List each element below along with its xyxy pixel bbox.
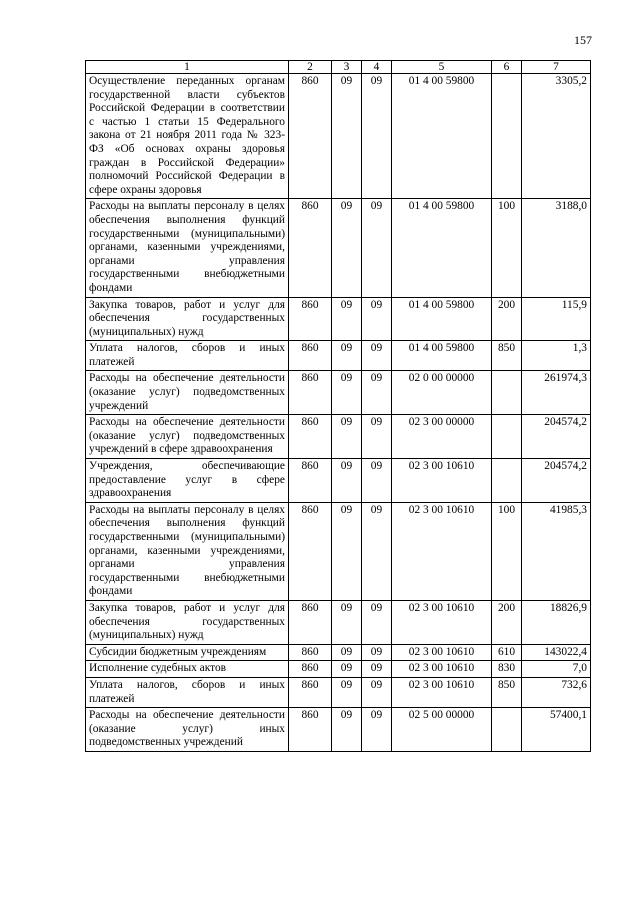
row-target-article: 02 3 00 10610 bbox=[392, 677, 492, 707]
header-row bbox=[86, 61, 591, 74]
row-ministry-code: 860 bbox=[289, 677, 332, 707]
row-expense-kind: 610 bbox=[492, 644, 522, 661]
row-subsection: 09 bbox=[362, 502, 392, 600]
row-subsection: 09 bbox=[362, 199, 392, 297]
row-ministry-code: 860 bbox=[289, 415, 332, 459]
row-amount: 3188,0 bbox=[522, 199, 591, 297]
col-header-6: 6 bbox=[492, 61, 522, 74]
col-header-1: 1 bbox=[86, 61, 289, 74]
row-name: Расходы на обеспечение деятельности (оказание услуг) подведомственных учреждений bbox=[86, 371, 289, 415]
row-subsection: 09 bbox=[362, 297, 392, 341]
row-amount: 732,6 bbox=[522, 677, 591, 707]
col-header-5: 5 bbox=[392, 61, 492, 74]
row-target-article: 02 3 00 10610 bbox=[392, 661, 492, 678]
row-target-article: 02 0 00 00000 bbox=[392, 371, 492, 415]
row-section: 09 bbox=[332, 644, 362, 661]
row-expense-kind: 200 bbox=[492, 297, 522, 341]
row-name: Расходы на выплаты персоналу в целях обеспечения выполнения функций государственными (муниципальными) органами, казенными учреждениями, органами управления государственными внебюджетными фондами bbox=[86, 199, 289, 297]
row-section: 09 bbox=[332, 708, 362, 752]
row-expense-kind: 100 bbox=[492, 199, 522, 297]
row-ministry-code: 860 bbox=[289, 600, 332, 644]
row-subsection: 09 bbox=[362, 600, 392, 644]
row-name: Расходы на выплаты персоналу в целях обеспечения выполнения функций государственными (муниципальными) органами, казенными учреждениями, органами управления государственными внебюджетными фондами bbox=[86, 502, 289, 600]
row-target-article: 01 4 00 59800 bbox=[392, 199, 492, 297]
row-section: 09 bbox=[332, 415, 362, 459]
row-name: Закупка товаров, работ и услуг для обеспечения государственных (муниципальных) нужд bbox=[86, 297, 289, 341]
row-expense-kind bbox=[492, 74, 522, 199]
row-section: 09 bbox=[332, 199, 362, 297]
row-amount: 7,0 bbox=[522, 661, 591, 678]
row-target-article: 02 3 00 10610 bbox=[392, 459, 492, 503]
table-row bbox=[86, 297, 591, 341]
table-row bbox=[86, 708, 591, 752]
table-row bbox=[86, 74, 591, 199]
row-expense-kind: 850 bbox=[492, 677, 522, 707]
table-row bbox=[86, 600, 591, 644]
col-header-7: 7 bbox=[522, 61, 591, 74]
row-name: Расходы на обеспечение деятельности (оказание услуг) иных подведомственных учреждений bbox=[86, 708, 289, 752]
row-amount: 261974,3 bbox=[522, 371, 591, 415]
row-subsection: 09 bbox=[362, 415, 392, 459]
row-ministry-code: 860 bbox=[289, 371, 332, 415]
row-target-article: 02 3 00 10610 bbox=[392, 502, 492, 600]
row-subsection: 09 bbox=[362, 677, 392, 707]
row-expense-kind bbox=[492, 415, 522, 459]
row-target-article: 01 4 00 59800 bbox=[392, 74, 492, 199]
row-amount: 143022,4 bbox=[522, 644, 591, 661]
page-number: 157 bbox=[574, 33, 592, 47]
row-amount: 1,3 bbox=[522, 341, 591, 371]
col-header-2: 2 bbox=[289, 61, 332, 74]
row-name: Закупка товаров, работ и услуг для обеспечения государственных (муниципальных) нужд bbox=[86, 600, 289, 644]
row-subsection: 09 bbox=[362, 459, 392, 503]
row-target-article: 01 4 00 59800 bbox=[392, 341, 492, 371]
row-subsection: 09 bbox=[362, 74, 392, 199]
row-target-article: 02 5 00 00000 bbox=[392, 708, 492, 752]
row-section: 09 bbox=[332, 600, 362, 644]
table-row bbox=[86, 502, 591, 600]
table-row bbox=[86, 415, 591, 459]
col-header-3: 3 bbox=[332, 61, 362, 74]
row-name: Исполнение судебных актов bbox=[86, 661, 289, 678]
row-name: Учреждения, обеспечивающие предоставление услуг в сфере здравоохранения bbox=[86, 459, 289, 503]
row-section: 09 bbox=[332, 341, 362, 371]
row-ministry-code: 860 bbox=[289, 661, 332, 678]
table-row bbox=[86, 199, 591, 297]
table-row bbox=[86, 371, 591, 415]
row-amount: 3305,2 bbox=[522, 74, 591, 199]
row-amount: 41985,3 bbox=[522, 502, 591, 600]
row-name: Уплата налогов, сборов и иных платежей bbox=[86, 341, 289, 371]
row-expense-kind: 200 bbox=[492, 600, 522, 644]
col-header-4: 4 bbox=[362, 61, 392, 74]
table-row bbox=[86, 341, 591, 371]
table-row bbox=[86, 459, 591, 503]
row-name: Расходы на обеспечение деятельности (оказание услуг) подведомственных учреждений в сфере здравоохранения bbox=[86, 415, 289, 459]
row-target-article: 01 4 00 59800 bbox=[392, 297, 492, 341]
row-ministry-code: 860 bbox=[289, 297, 332, 341]
row-ministry-code: 860 bbox=[289, 199, 332, 297]
row-expense-kind bbox=[492, 708, 522, 752]
row-subsection: 09 bbox=[362, 371, 392, 415]
row-ministry-code: 860 bbox=[289, 74, 332, 199]
table-row bbox=[86, 677, 591, 707]
row-section: 09 bbox=[332, 371, 362, 415]
row-expense-kind: 830 bbox=[492, 661, 522, 678]
row-amount: 204574,2 bbox=[522, 415, 591, 459]
row-section: 09 bbox=[332, 661, 362, 678]
row-amount: 115,9 bbox=[522, 297, 591, 341]
row-subsection: 09 bbox=[362, 708, 392, 752]
row-section: 09 bbox=[332, 74, 362, 199]
row-ministry-code: 860 bbox=[289, 502, 332, 600]
row-name: Субсидии бюджетным учреждениям bbox=[86, 644, 289, 661]
row-subsection: 09 bbox=[362, 644, 392, 661]
budget-table bbox=[85, 60, 591, 752]
row-section: 09 bbox=[332, 502, 362, 600]
row-amount: 57400,1 bbox=[522, 708, 591, 752]
row-ministry-code: 860 bbox=[289, 708, 332, 752]
row-subsection: 09 bbox=[362, 341, 392, 371]
row-target-article: 02 3 00 00000 bbox=[392, 415, 492, 459]
row-ministry-code: 860 bbox=[289, 644, 332, 661]
row-name: Осуществление переданных органам государственной власти субъектов Российской Федерации в соответствии с частью 1 статьи 15 Федерального закона от 21 ноября 2011 года № 323-ФЗ «Об основах охраны здоровья граждан в Российской Федерации» полномочий Российской Федерации в сфере охраны здоровья bbox=[86, 74, 289, 199]
row-expense-kind bbox=[492, 459, 522, 503]
row-section: 09 bbox=[332, 677, 362, 707]
row-ministry-code: 860 bbox=[289, 341, 332, 371]
row-subsection: 09 bbox=[362, 661, 392, 678]
row-target-article: 02 3 00 10610 bbox=[392, 644, 492, 661]
row-section: 09 bbox=[332, 459, 362, 503]
row-ministry-code: 860 bbox=[289, 459, 332, 503]
row-amount: 18826,9 bbox=[522, 600, 591, 644]
row-name: Уплата налогов, сборов и иных платежей bbox=[86, 677, 289, 707]
table-row bbox=[86, 661, 591, 678]
row-expense-kind: 100 bbox=[492, 502, 522, 600]
row-expense-kind bbox=[492, 371, 522, 415]
row-target-article: 02 3 00 10610 bbox=[392, 600, 492, 644]
table-row bbox=[86, 644, 591, 661]
row-expense-kind: 850 bbox=[492, 341, 522, 371]
row-amount: 204574,2 bbox=[522, 459, 591, 503]
row-section: 09 bbox=[332, 297, 362, 341]
